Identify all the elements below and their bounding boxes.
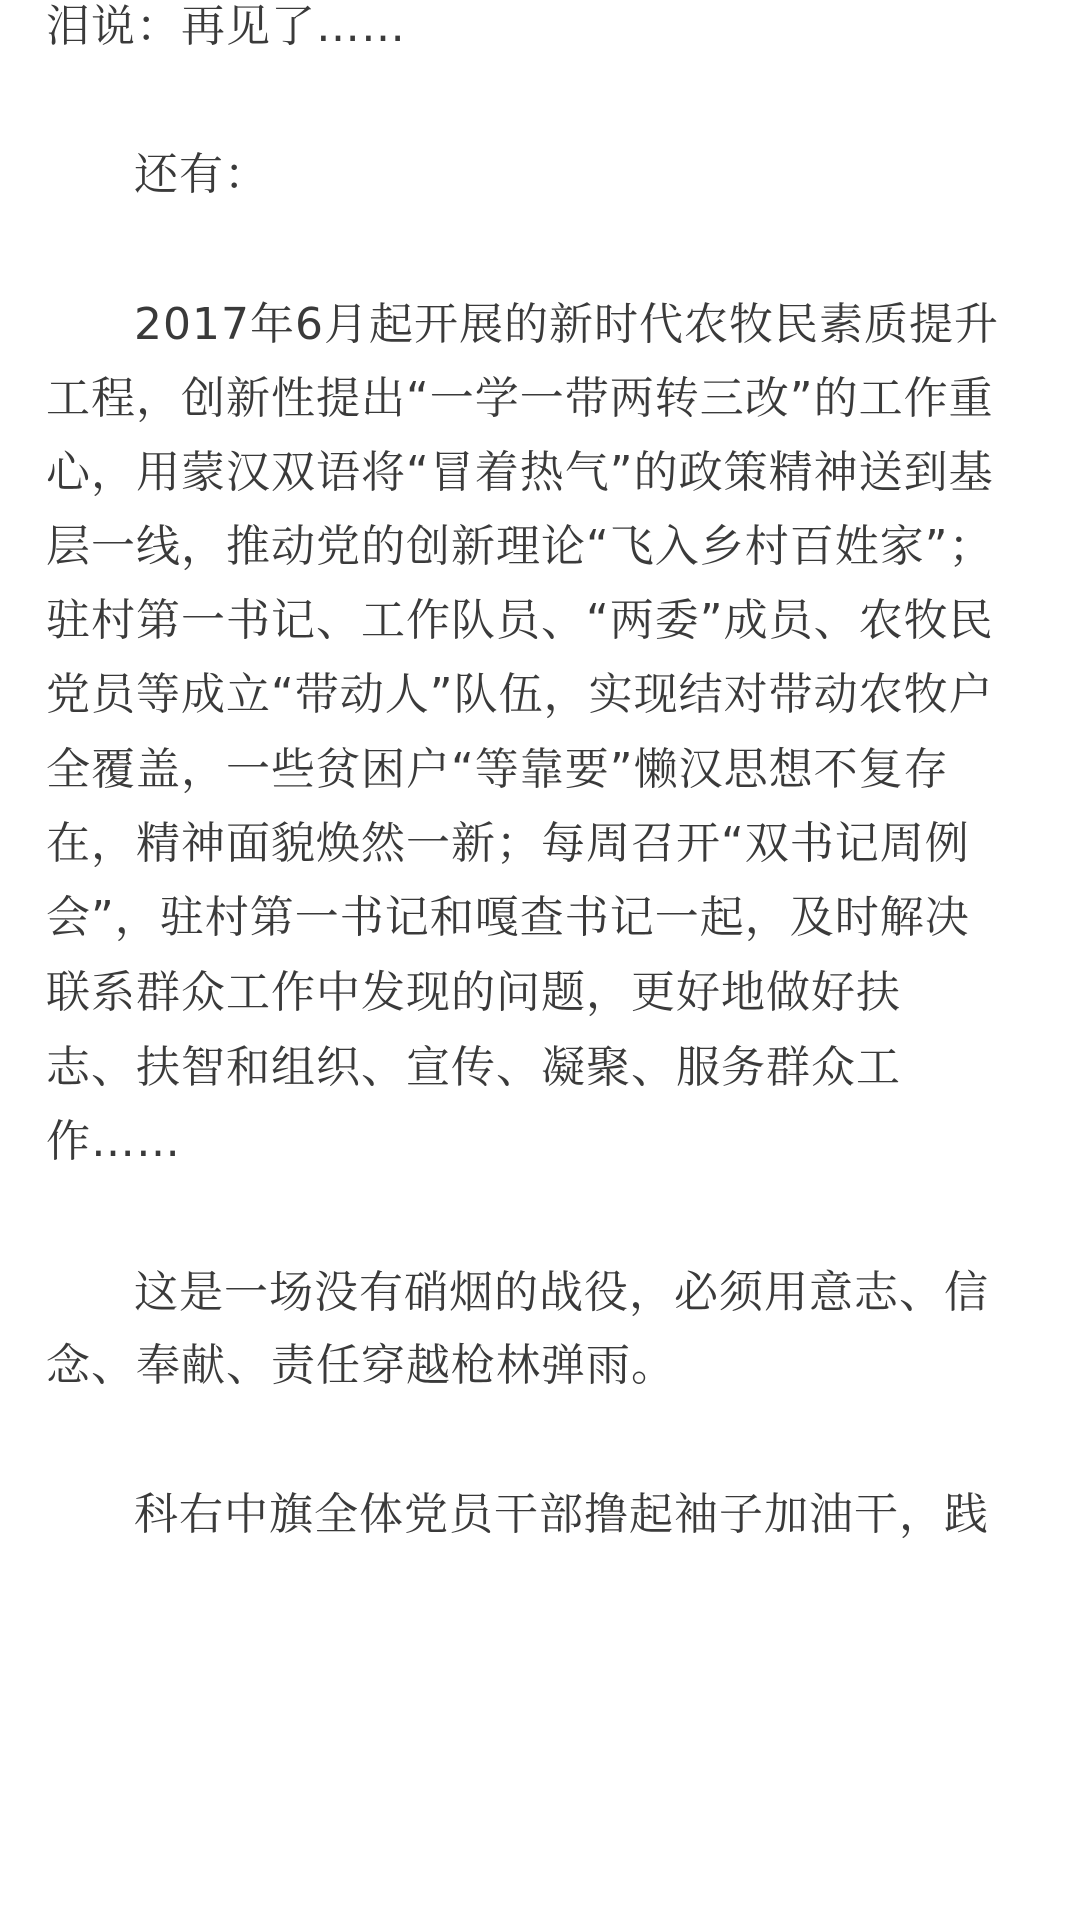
article-line: 联系群众工作中发现的问题，更好地做好扶 xyxy=(46,967,901,1018)
article-line: 作…… xyxy=(46,1116,181,1167)
article-line: 在，精神面貌焕然一新；每周召开“双书记周例 xyxy=(46,818,970,869)
article-line: 科右中旗全体党员干部撸起袖子加油干，践 xyxy=(134,1489,989,1540)
article-line: 层一线，推动党的创新理论“飞入乡村百姓家”； xyxy=(46,521,994,572)
article-line: 会”，驻村第一书记和嘎查书记一起，及时解决 xyxy=(46,892,970,943)
article-line: 志、扶智和组织、宣传、凝聚、服务群众工 xyxy=(46,1042,901,1093)
article-line: 党员等成立“带动人”队伍，实现结对带动农牧户 xyxy=(46,669,994,720)
article-line: 全覆盖，一些贫困户“等靠要”懒汉思想不复存 xyxy=(46,744,949,795)
article-line: 心，用蒙汉双语将“冒着热气”的政策精神送到基 xyxy=(46,447,994,498)
article-line: 2017年6月起开展的新时代农牧民素质提升 xyxy=(134,299,999,350)
article-line: 驻村第一书记、工作队员、“两委”成员、农牧民 xyxy=(46,595,994,646)
article-line: 工程，创新性提出“一学一带两转三改”的工作重 xyxy=(46,373,994,424)
article-line: 泪说：再见了…… xyxy=(46,1,406,52)
article-line: 这是一场没有硝烟的战役，必须用意志、信 xyxy=(134,1267,989,1318)
article-line: 还有： xyxy=(134,149,269,200)
article-line: 念、奉献、责任穿越枪林弹雨。 xyxy=(46,1340,676,1391)
